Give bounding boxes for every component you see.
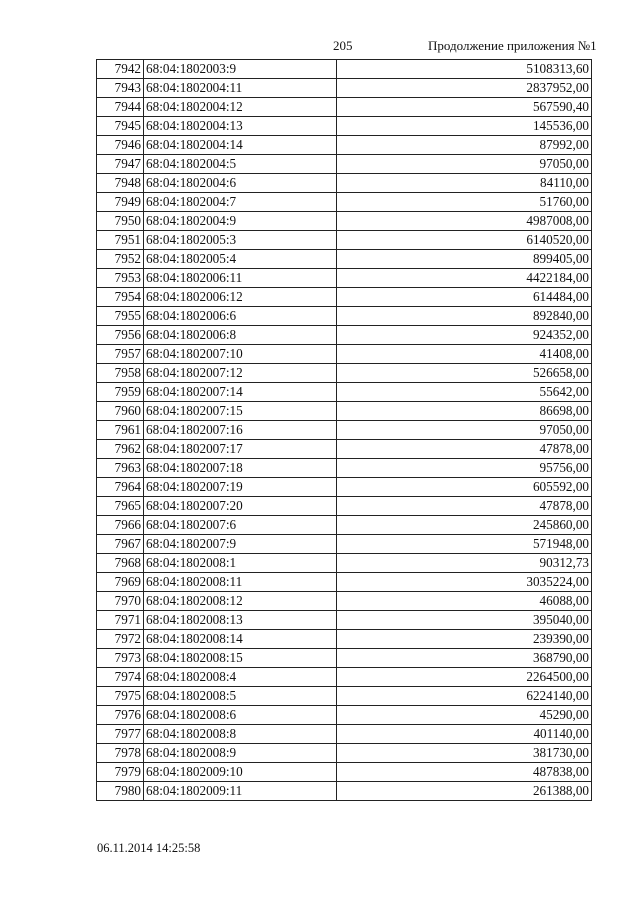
row-number: 7957 (97, 345, 144, 364)
cadastral-number: 68:04:1802007:10 (144, 345, 337, 364)
cadastral-value: 567590,40 (337, 98, 592, 117)
row-number: 7956 (97, 326, 144, 345)
table-row (97, 516, 592, 535)
row-number: 7979 (97, 763, 144, 782)
row-number: 7947 (97, 155, 144, 174)
row-number: 7980 (97, 782, 144, 801)
row-number: 7958 (97, 364, 144, 383)
row-number: 7953 (97, 269, 144, 288)
cadastral-number: 68:04:1802007:16 (144, 421, 337, 440)
cadastral-value: 47878,00 (337, 440, 592, 459)
table-row (97, 155, 592, 174)
cadastral-number: 68:04:1802007:12 (144, 364, 337, 383)
cadastral-value: 87992,00 (337, 136, 592, 155)
cadastral-number: 68:04:1802009:11 (144, 782, 337, 801)
table-row (97, 421, 592, 440)
cadastral-number: 68:04:1802008:14 (144, 630, 337, 649)
cadastral-number: 68:04:1802003:9 (144, 60, 337, 79)
row-number: 7977 (97, 725, 144, 744)
table-row (97, 592, 592, 611)
row-number: 7954 (97, 288, 144, 307)
cadastral-number: 68:04:1802008:11 (144, 573, 337, 592)
cadastral-value: 401140,00 (337, 725, 592, 744)
cadastral-value: 245860,00 (337, 516, 592, 535)
cadastral-number: 68:04:1802004:5 (144, 155, 337, 174)
cadastral-value: 51760,00 (337, 193, 592, 212)
cadastral-number: 68:04:1802005:4 (144, 250, 337, 269)
table-row (97, 478, 592, 497)
cadastral-number: 68:04:1802007:9 (144, 535, 337, 554)
row-number: 7978 (97, 744, 144, 763)
table-row (97, 212, 592, 231)
cadastral-number: 68:04:1802007:14 (144, 383, 337, 402)
table-row (97, 744, 592, 763)
cadastral-value: 90312,73 (337, 554, 592, 573)
row-number: 7966 (97, 516, 144, 535)
cadastral-value: 892840,00 (337, 307, 592, 326)
cadastral-number: 68:04:1802009:10 (144, 763, 337, 782)
cadastral-number: 68:04:1802008:13 (144, 611, 337, 630)
table-row (97, 782, 592, 801)
cadastral-value: 605592,00 (337, 478, 592, 497)
cadastral-number: 68:04:1802004:14 (144, 136, 337, 155)
cadastral-value: 614484,00 (337, 288, 592, 307)
table-row (97, 307, 592, 326)
table-row (97, 763, 592, 782)
cadastral-number: 68:04:1802008:5 (144, 687, 337, 706)
cadastral-value: 5108313,60 (337, 60, 592, 79)
table-row (97, 687, 592, 706)
table-row (97, 193, 592, 212)
table-row (97, 326, 592, 345)
row-number: 7946 (97, 136, 144, 155)
table-row (97, 60, 592, 79)
table-row (97, 231, 592, 250)
cadastral-number: 68:04:1802007:6 (144, 516, 337, 535)
table-row (97, 117, 592, 136)
row-number: 7971 (97, 611, 144, 630)
row-number: 7976 (97, 706, 144, 725)
cadastral-number: 68:04:1802007:15 (144, 402, 337, 421)
cadastral-value: 97050,00 (337, 155, 592, 174)
cadastral-value: 924352,00 (337, 326, 592, 345)
cadastral-value: 381730,00 (337, 744, 592, 763)
row-number: 7949 (97, 193, 144, 212)
row-number: 7968 (97, 554, 144, 573)
table-row (97, 668, 592, 687)
cadastral-value: 4422184,00 (337, 269, 592, 288)
cadastral-value: 41408,00 (337, 345, 592, 364)
row-number: 7952 (97, 250, 144, 269)
row-number: 7962 (97, 440, 144, 459)
cadastral-value: 95756,00 (337, 459, 592, 478)
table-row (97, 706, 592, 725)
row-number: 7964 (97, 478, 144, 497)
cadastral-number: 68:04:1802006:8 (144, 326, 337, 345)
table-row (97, 402, 592, 421)
cadastral-number: 68:04:1802008:6 (144, 706, 337, 725)
row-number: 7969 (97, 573, 144, 592)
cadastral-value: 487838,00 (337, 763, 592, 782)
cadastral-number: 68:04:1802007:17 (144, 440, 337, 459)
row-number: 7945 (97, 117, 144, 136)
table-row (97, 136, 592, 155)
cadastral-value: 261388,00 (337, 782, 592, 801)
table-row (97, 383, 592, 402)
cadastral-value: 395040,00 (337, 611, 592, 630)
table-row (97, 611, 592, 630)
row-number: 7963 (97, 459, 144, 478)
cadastral-number: 68:04:1802005:3 (144, 231, 337, 250)
cadastral-number: 68:04:1802007:19 (144, 478, 337, 497)
cadastral-value: 368790,00 (337, 649, 592, 668)
cadastral-value: 145536,00 (337, 117, 592, 136)
cadastral-number: 68:04:1802004:12 (144, 98, 337, 117)
cadastral-value: 899405,00 (337, 250, 592, 269)
table-row (97, 573, 592, 592)
cadastral-number: 68:04:1802008:12 (144, 592, 337, 611)
cadastral-number: 68:04:1802006:6 (144, 307, 337, 326)
cadastral-number: 68:04:1802006:11 (144, 269, 337, 288)
cadastral-value: 239390,00 (337, 630, 592, 649)
cadastral-number: 68:04:1802004:11 (144, 79, 337, 98)
row-number: 7960 (97, 402, 144, 421)
table-row (97, 269, 592, 288)
cadastral-value: 3035224,00 (337, 573, 592, 592)
row-number: 7972 (97, 630, 144, 649)
cadastral-number: 68:04:1802004:9 (144, 212, 337, 231)
table-row (97, 288, 592, 307)
cadastral-number: 68:04:1802007:20 (144, 497, 337, 516)
cadastral-value: 47878,00 (337, 497, 592, 516)
table-row (97, 250, 592, 269)
row-number: 7959 (97, 383, 144, 402)
cadastral-value: 6140520,00 (337, 231, 592, 250)
cadastral-value: 4987008,00 (337, 212, 592, 231)
row-number: 7950 (97, 212, 144, 231)
page-number: 205 (333, 38, 353, 53)
row-number: 7973 (97, 649, 144, 668)
cadastral-value-table (96, 59, 592, 801)
table-row (97, 174, 592, 193)
cadastral-number: 68:04:1802006:12 (144, 288, 337, 307)
row-number: 7944 (97, 98, 144, 117)
cadastral-number: 68:04:1802004:13 (144, 117, 337, 136)
cadastral-number: 68:04:1802008:8 (144, 725, 337, 744)
cadastral-value: 2837952,00 (337, 79, 592, 98)
table-row (97, 79, 592, 98)
page-caption: Продолжение приложения №1 (428, 38, 597, 53)
cadastral-value: 97050,00 (337, 421, 592, 440)
cadastral-number: 68:04:1802008:15 (144, 649, 337, 668)
table-row (97, 535, 592, 554)
row-number: 7967 (97, 535, 144, 554)
cadastral-value: 571948,00 (337, 535, 592, 554)
cadastral-number: 68:04:1802008:9 (144, 744, 337, 763)
cadastral-value: 45290,00 (337, 706, 592, 725)
table-row (97, 459, 592, 478)
table-row (97, 630, 592, 649)
row-number: 7951 (97, 231, 144, 250)
cadastral-value: 86698,00 (337, 402, 592, 421)
row-number: 7955 (97, 307, 144, 326)
cadastral-value: 84110,00 (337, 174, 592, 193)
cadastral-value: 46088,00 (337, 592, 592, 611)
print-timestamp: 06.11.2014 14:25:58 (97, 841, 201, 855)
cadastral-value: 526658,00 (337, 364, 592, 383)
row-number: 7948 (97, 174, 144, 193)
table-body (97, 60, 592, 801)
row-number: 7975 (97, 687, 144, 706)
table-row (97, 98, 592, 117)
cadastral-number: 68:04:1802004:6 (144, 174, 337, 193)
table-row (97, 345, 592, 364)
cadastral-number: 68:04:1802004:7 (144, 193, 337, 212)
cadastral-number: 68:04:1802008:1 (144, 554, 337, 573)
table-row (97, 497, 592, 516)
cadastral-number: 68:04:1802008:4 (144, 668, 337, 687)
row-number: 7965 (97, 497, 144, 516)
row-number: 7974 (97, 668, 144, 687)
row-number: 7942 (97, 60, 144, 79)
row-number: 7970 (97, 592, 144, 611)
table-row (97, 649, 592, 668)
cadastral-value: 2264500,00 (337, 668, 592, 687)
table-row (97, 364, 592, 383)
cadastral-value: 55642,00 (337, 383, 592, 402)
table-row (97, 440, 592, 459)
cadastral-number: 68:04:1802007:18 (144, 459, 337, 478)
table-row (97, 554, 592, 573)
cadastral-value: 6224140,00 (337, 687, 592, 706)
table-row (97, 725, 592, 744)
row-number: 7961 (97, 421, 144, 440)
row-number: 7943 (97, 79, 144, 98)
